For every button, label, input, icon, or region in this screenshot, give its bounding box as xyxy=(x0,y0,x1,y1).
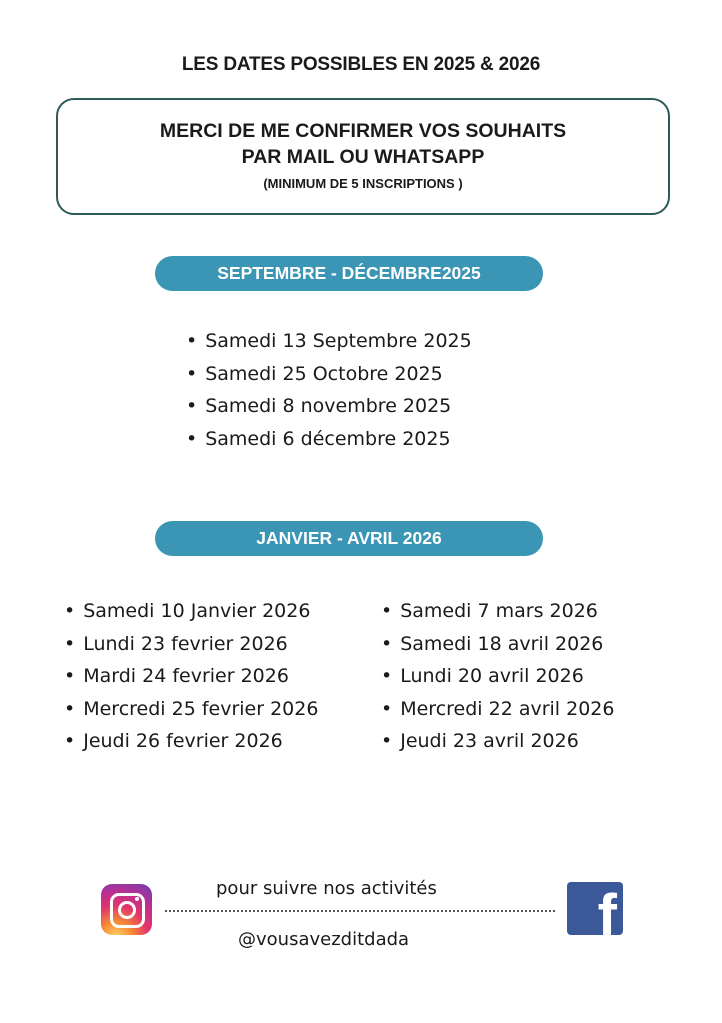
dates-list-2026-right xyxy=(381,595,614,758)
list-item: • Samedi 7 mars 2026 xyxy=(381,595,614,628)
list-item: • Mardi 24 fevrier 2026 xyxy=(64,660,318,693)
notice-line-1: MERCI DE ME CONFIRMER VOS SOUHAITS xyxy=(159,120,567,142)
dotted-divider xyxy=(165,910,555,912)
instagram-icon[interactable] xyxy=(101,884,152,935)
list-item: • Samedi 8 novembre 2025 xyxy=(186,390,472,423)
list-item: • Lundi 23 fevrier 2026 xyxy=(64,628,318,661)
list-item: • Samedi 25 Octobre 2025 xyxy=(186,358,472,391)
list-item: • Samedi 18 avril 2026 xyxy=(381,628,614,661)
notice-line-3: (MINIMUM DE 5 INSCRIPTIONS ) xyxy=(263,176,463,191)
list-item: • Mercredi 25 fevrier 2026 xyxy=(64,693,318,726)
dates-list-2026-left xyxy=(64,595,318,758)
list-item: • Jeudi 26 fevrier 2026 xyxy=(64,725,318,758)
facebook-icon[interactable]: f xyxy=(567,882,623,935)
list-item: • Mercredi 22 avril 2026 xyxy=(381,693,614,726)
page-title: LES DATES POSSIBLES EN 2025 & 2026 xyxy=(181,54,541,75)
dates-list-2025 xyxy=(186,325,472,455)
notice-line-2: PAR MAIL OU WHATSAPP xyxy=(241,146,485,168)
list-item: • Samedi 13 Septembre 2025 xyxy=(186,325,472,358)
section-heading-2025: SEPTEMBRE - DÉCEMBRE2025 xyxy=(155,256,543,291)
list-item: • Jeudi 23 avril 2026 xyxy=(381,725,614,758)
section-heading-2026: JANVIER - AVRIL 2026 xyxy=(155,521,543,556)
list-item: • Samedi 10 Janvier 2026 xyxy=(64,595,318,628)
notice-box xyxy=(56,98,670,215)
follow-text: pour suivre nos activités xyxy=(216,878,437,899)
list-item: • Samedi 6 décembre 2025 xyxy=(186,423,472,456)
list-item: • Lundi 20 avril 2026 xyxy=(381,660,614,693)
social-handle[interactable]: @vousavezditdada xyxy=(238,929,410,950)
